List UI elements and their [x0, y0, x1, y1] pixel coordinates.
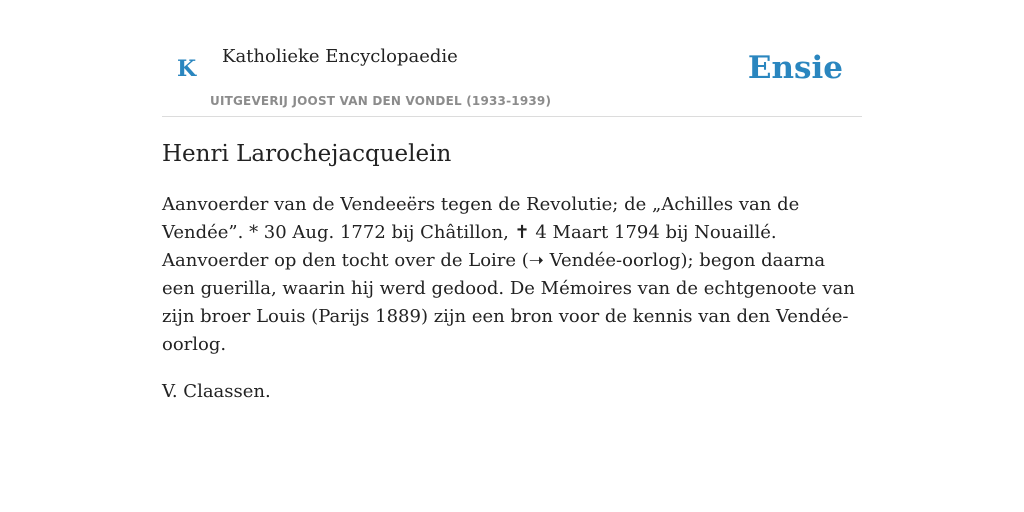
article	[162, 138, 862, 406]
site-header	[162, 0, 862, 117]
publisher-subtitle: UITGEVERIJ JOOST VAN DEN VONDEL (1933-1939)	[210, 94, 552, 108]
ensie-brand-logo[interactable]: Ensie	[747, 50, 843, 86]
article-title: Henri Larochejacquelein	[162, 141, 452, 167]
article-author: V. Claassen.	[162, 381, 271, 402]
article-body-text-2: ); begon daarna een guerilla, waarin hij werd gedood. De Mémoires van de echtgenoote van zijn broer Louis (Parijs 1889) zijn een bron voor de kennis van den Vendée-oorlog.	[162, 250, 855, 355]
vendee-oorlog-link[interactable]: ➝ Vendée-oorlog	[528, 250, 681, 271]
article-body	[162, 191, 862, 359]
encyclopedia-logo[interactable]: K	[177, 56, 197, 82]
article-body-text-1: Aanvoerder van de Vendeeërs tegen de Revolutie; de „Achilles van de Vendée”. * 30 Aug. 1772 bij Châtillon, ✝ 4 Maart 1794 bij Nouaillé. Aanvoerder op den tocht over de Loire (	[162, 194, 800, 271]
encyclopedia-title-link[interactable]: Katholieke Encyclopaedie	[222, 46, 458, 67]
